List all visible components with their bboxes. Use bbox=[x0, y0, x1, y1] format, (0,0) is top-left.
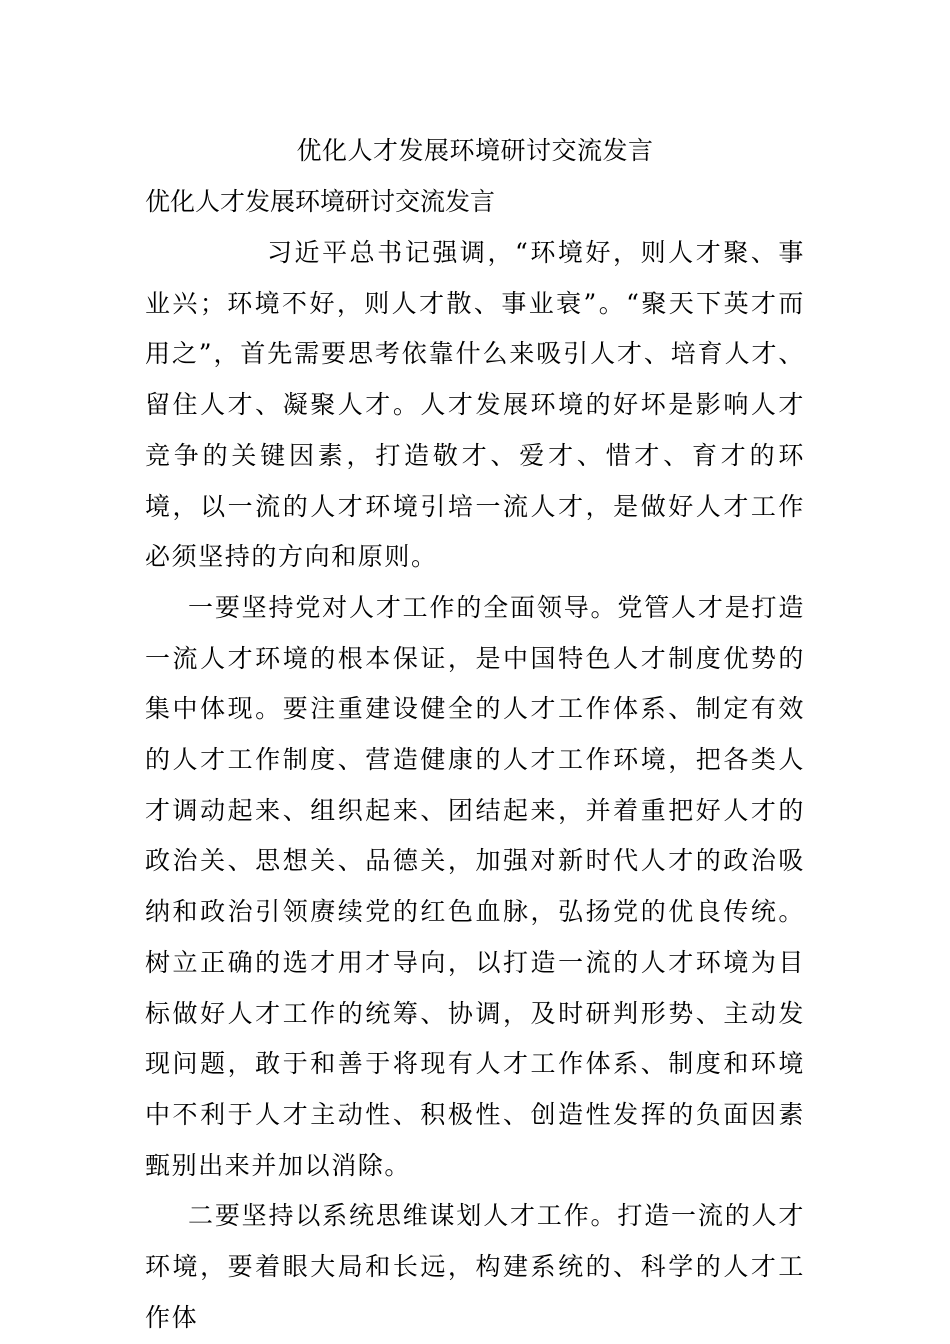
document-subtitle: 优化人才发展环境研讨交流发言 bbox=[145, 187, 496, 216]
paragraph-point-one: 一要坚持党对人才工作的全面领导。党管人才是打造一流人才环境的根本保证，是中国特色人才制度优势的集中体现。要注重建设健全的人才工作体系、制定有效的人才工作制度、营造健康的人才工作环境，把各类人才调动起来、组织起来、团结起来，并着重把好人才的政治关、思想关、品德关，加强对新时代人才的政治吸纳和政治引领赓续党的红色血脉，弘扬党的优良传统。树立正确的选才用才导向，以打造一流的人才环境为目标做好人才工作的统筹、协调，及时研判形势、主动发现问题，敢于和善于将现有人才工作体系、制度和环境中不利于人才主动性、积极性、创造性发挥的负面因素甄别出来并加以消除。 bbox=[145, 592, 805, 1180]
paragraph-intro: 习近平总书记强调，“环境好，则人才聚、事业兴；环境不好，则人才散、事业衰”。“聚天下英才而用之”，首先需要思考依靠什么来吸引人才、培育人才、留住人才、凝聚人才。人才发展环境的好坏是影响人才竞争的关键因素，打造敬才、爱才、惜才、育才的环境，以一流的人才环境引培一流人才，是做好人才工作必须坚持的方向和原则。 bbox=[145, 238, 805, 572]
document-title: 优化人才发展环境研讨交流发言 bbox=[296, 136, 654, 165]
document-body bbox=[145, 228, 805, 1343]
paragraph-point-two: 二要坚持以系统思维谋划人才工作。打造一流的人才环境，要着眼大局和长远，构建系统的、科学的人才工作体 bbox=[145, 1201, 805, 1332]
